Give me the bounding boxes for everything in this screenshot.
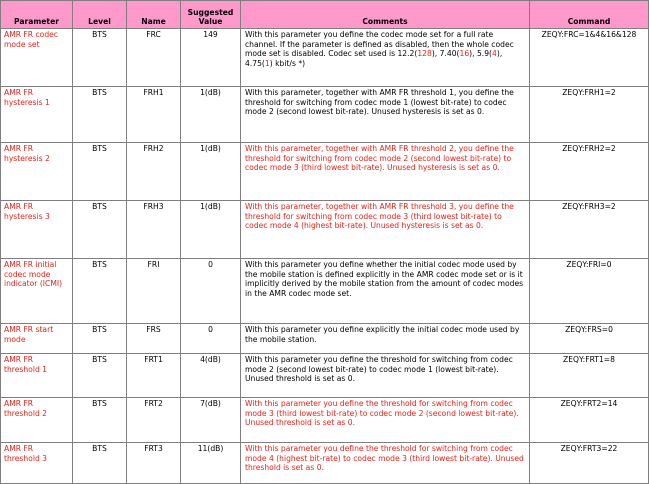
comment-fragment: 1 xyxy=(264,59,270,69)
comment-cell: With this parameter you define the threshold for switching from codec mode 4 (highest bit-rate) to codec mode 3 (third lowest bit-rate). Unused threshold is set as 0. xyxy=(241,443,530,484)
comment-cell: With this parameter you define the threshold for switching from codec mode 3 (third lowest bit-rate) to codec mode 2 (second lowest bit-rate). Unused threshold is set as 0. xyxy=(241,398,530,443)
command-cell: ZEQY:FRH1=2 xyxy=(530,87,649,143)
table-row xyxy=(1,324,649,354)
value-cell: 149 xyxy=(181,29,241,87)
table-row xyxy=(1,143,649,201)
name-cell: FRS xyxy=(127,324,181,354)
value-cell: 0 xyxy=(181,324,241,354)
header-name: Name xyxy=(127,1,181,29)
comment-fragment: ), 7.40( xyxy=(431,49,460,59)
parameter-cell: AMR FR hysteresis 3 xyxy=(1,201,73,259)
command-cell: ZEQY:FRS=0 xyxy=(530,324,649,354)
value-cell: 11(dB) xyxy=(181,443,241,484)
value-cell: 4(dB) xyxy=(181,354,241,398)
comment-fragment: 4 xyxy=(492,49,497,59)
comment-cell: With this parameter, together with AMR FR threshold 3, you define the threshold for switching from codec mode 3 (third lowest bit-rate) to codec mode 4 (highest bit-rate). Unused hysteresis is set as 0. xyxy=(241,201,530,259)
comment-fragment: ) kbit/s *) xyxy=(269,59,306,69)
table-row xyxy=(1,87,649,143)
name-cell: FRH3 xyxy=(127,201,181,259)
comment-cell: With this parameter you define explicitly the initial codec mode used by the mobile station. xyxy=(241,324,530,354)
command-cell: ZEQY:FRT2=14 xyxy=(530,398,649,443)
table-row xyxy=(1,398,649,443)
value-cell: 1(dB) xyxy=(181,201,241,259)
level-cell: BTS xyxy=(73,324,127,354)
parameter-cell: AMR FR codec mode set xyxy=(1,29,73,87)
comment-fragment: ), 5.9( xyxy=(469,49,493,59)
name-cell: FRI xyxy=(127,259,181,324)
value-cell: 0 xyxy=(181,259,241,324)
name-cell: FRT2 xyxy=(127,398,181,443)
header-command: Command xyxy=(530,1,649,29)
comment-cell xyxy=(241,29,530,87)
command-cell: ZEQY:FRI=0 xyxy=(530,259,649,324)
level-cell: BTS xyxy=(73,87,127,143)
parameter-cell: AMR FR hysteresis 2 xyxy=(1,143,73,201)
parameter-cell: AMR FR start mode xyxy=(1,324,73,354)
comment-cell: With this parameter you define whether the initial codec mode used by the mobile station is defined explicitly in the AMR codec mode set or is it implicitly derived by the mobile station from the amount of codec modes in the AMR codec mode set. xyxy=(241,259,530,324)
table-row xyxy=(1,201,649,259)
name-cell: FRT1 xyxy=(127,354,181,398)
parameter-cell: AMR FR threshold 1 xyxy=(1,354,73,398)
command-cell: ZEQY:FRT1=8 xyxy=(530,354,649,398)
parameter-cell: AMR FR threshold 3 xyxy=(1,443,73,484)
table-row xyxy=(1,259,649,324)
header-comments: Comments xyxy=(241,1,530,29)
level-cell: BTS xyxy=(73,354,127,398)
command-cell: ZEQY:FRH3=2 xyxy=(530,201,649,259)
name-cell: FRH2 xyxy=(127,143,181,201)
parameter-cell: AMR FR hysteresis 1 xyxy=(1,87,73,143)
command-cell: ZEQY:FRC=1&4&16&128 xyxy=(530,29,649,87)
level-cell: BTS xyxy=(73,143,127,201)
comment-fragment: 128 xyxy=(417,49,432,59)
value-cell: 7(dB) xyxy=(181,398,241,443)
table-body xyxy=(1,29,649,484)
header-suggested-value: Suggested Value xyxy=(181,1,241,29)
comment-cell: With this parameter, together with AMR FR threshold 2, you define the threshold for switching from codec mode 2 (second lowest bit-rate) to codec mode 3 (third lowest bit-rate). Unused hysteresis is set as 0. xyxy=(241,143,530,201)
header-parameter: Parameter xyxy=(1,1,73,29)
level-cell: BTS xyxy=(73,259,127,324)
parameter-cell: AMR FR threshold 2 xyxy=(1,398,73,443)
comment-cell: With this parameter, together with AMR FR threshold 1, you define the threshold for switching from codec mode 1 (lowest bit-rate) to codec mode 2 (second lowest bit-rate). Unused hysteresis is set as 0. xyxy=(241,87,530,143)
header-level: Level xyxy=(73,1,127,29)
comment-fragment: With this parameter you define the codec mode set for a full rate channel. If the parameter is defined as disabled, then the whole codec mode set is disabled. Codec set used is 12.2( xyxy=(245,30,514,59)
table-row xyxy=(1,354,649,398)
name-cell: FRH1 xyxy=(127,87,181,143)
table-row xyxy=(1,443,649,484)
value-cell: 1(dB) xyxy=(181,143,241,201)
name-cell: FRC xyxy=(127,29,181,87)
value-cell: 1(dB) xyxy=(181,87,241,143)
header-row xyxy=(1,1,649,29)
comment-cell: With this parameter you define the threshold for switching from codec mode 2 (second lowest bit-rate) to codec mode 1 (lowest bit-rate). Unused threshold is set as 0. xyxy=(241,354,530,398)
table-row xyxy=(1,29,649,87)
level-cell: BTS xyxy=(73,29,127,87)
comment-fragment: 16 xyxy=(459,49,470,59)
parameter-cell: AMR FR initial codec mode indicator (ICMI) xyxy=(1,259,73,324)
name-cell: FRT3 xyxy=(127,443,181,484)
level-cell: BTS xyxy=(73,443,127,484)
command-cell: ZEQY:FRT3=22 xyxy=(530,443,649,484)
comment-fragment: ), 4.75( xyxy=(245,49,503,69)
level-cell: BTS xyxy=(73,201,127,259)
command-cell: ZEQY:FRH2=2 xyxy=(530,143,649,201)
level-cell: BTS xyxy=(73,398,127,443)
